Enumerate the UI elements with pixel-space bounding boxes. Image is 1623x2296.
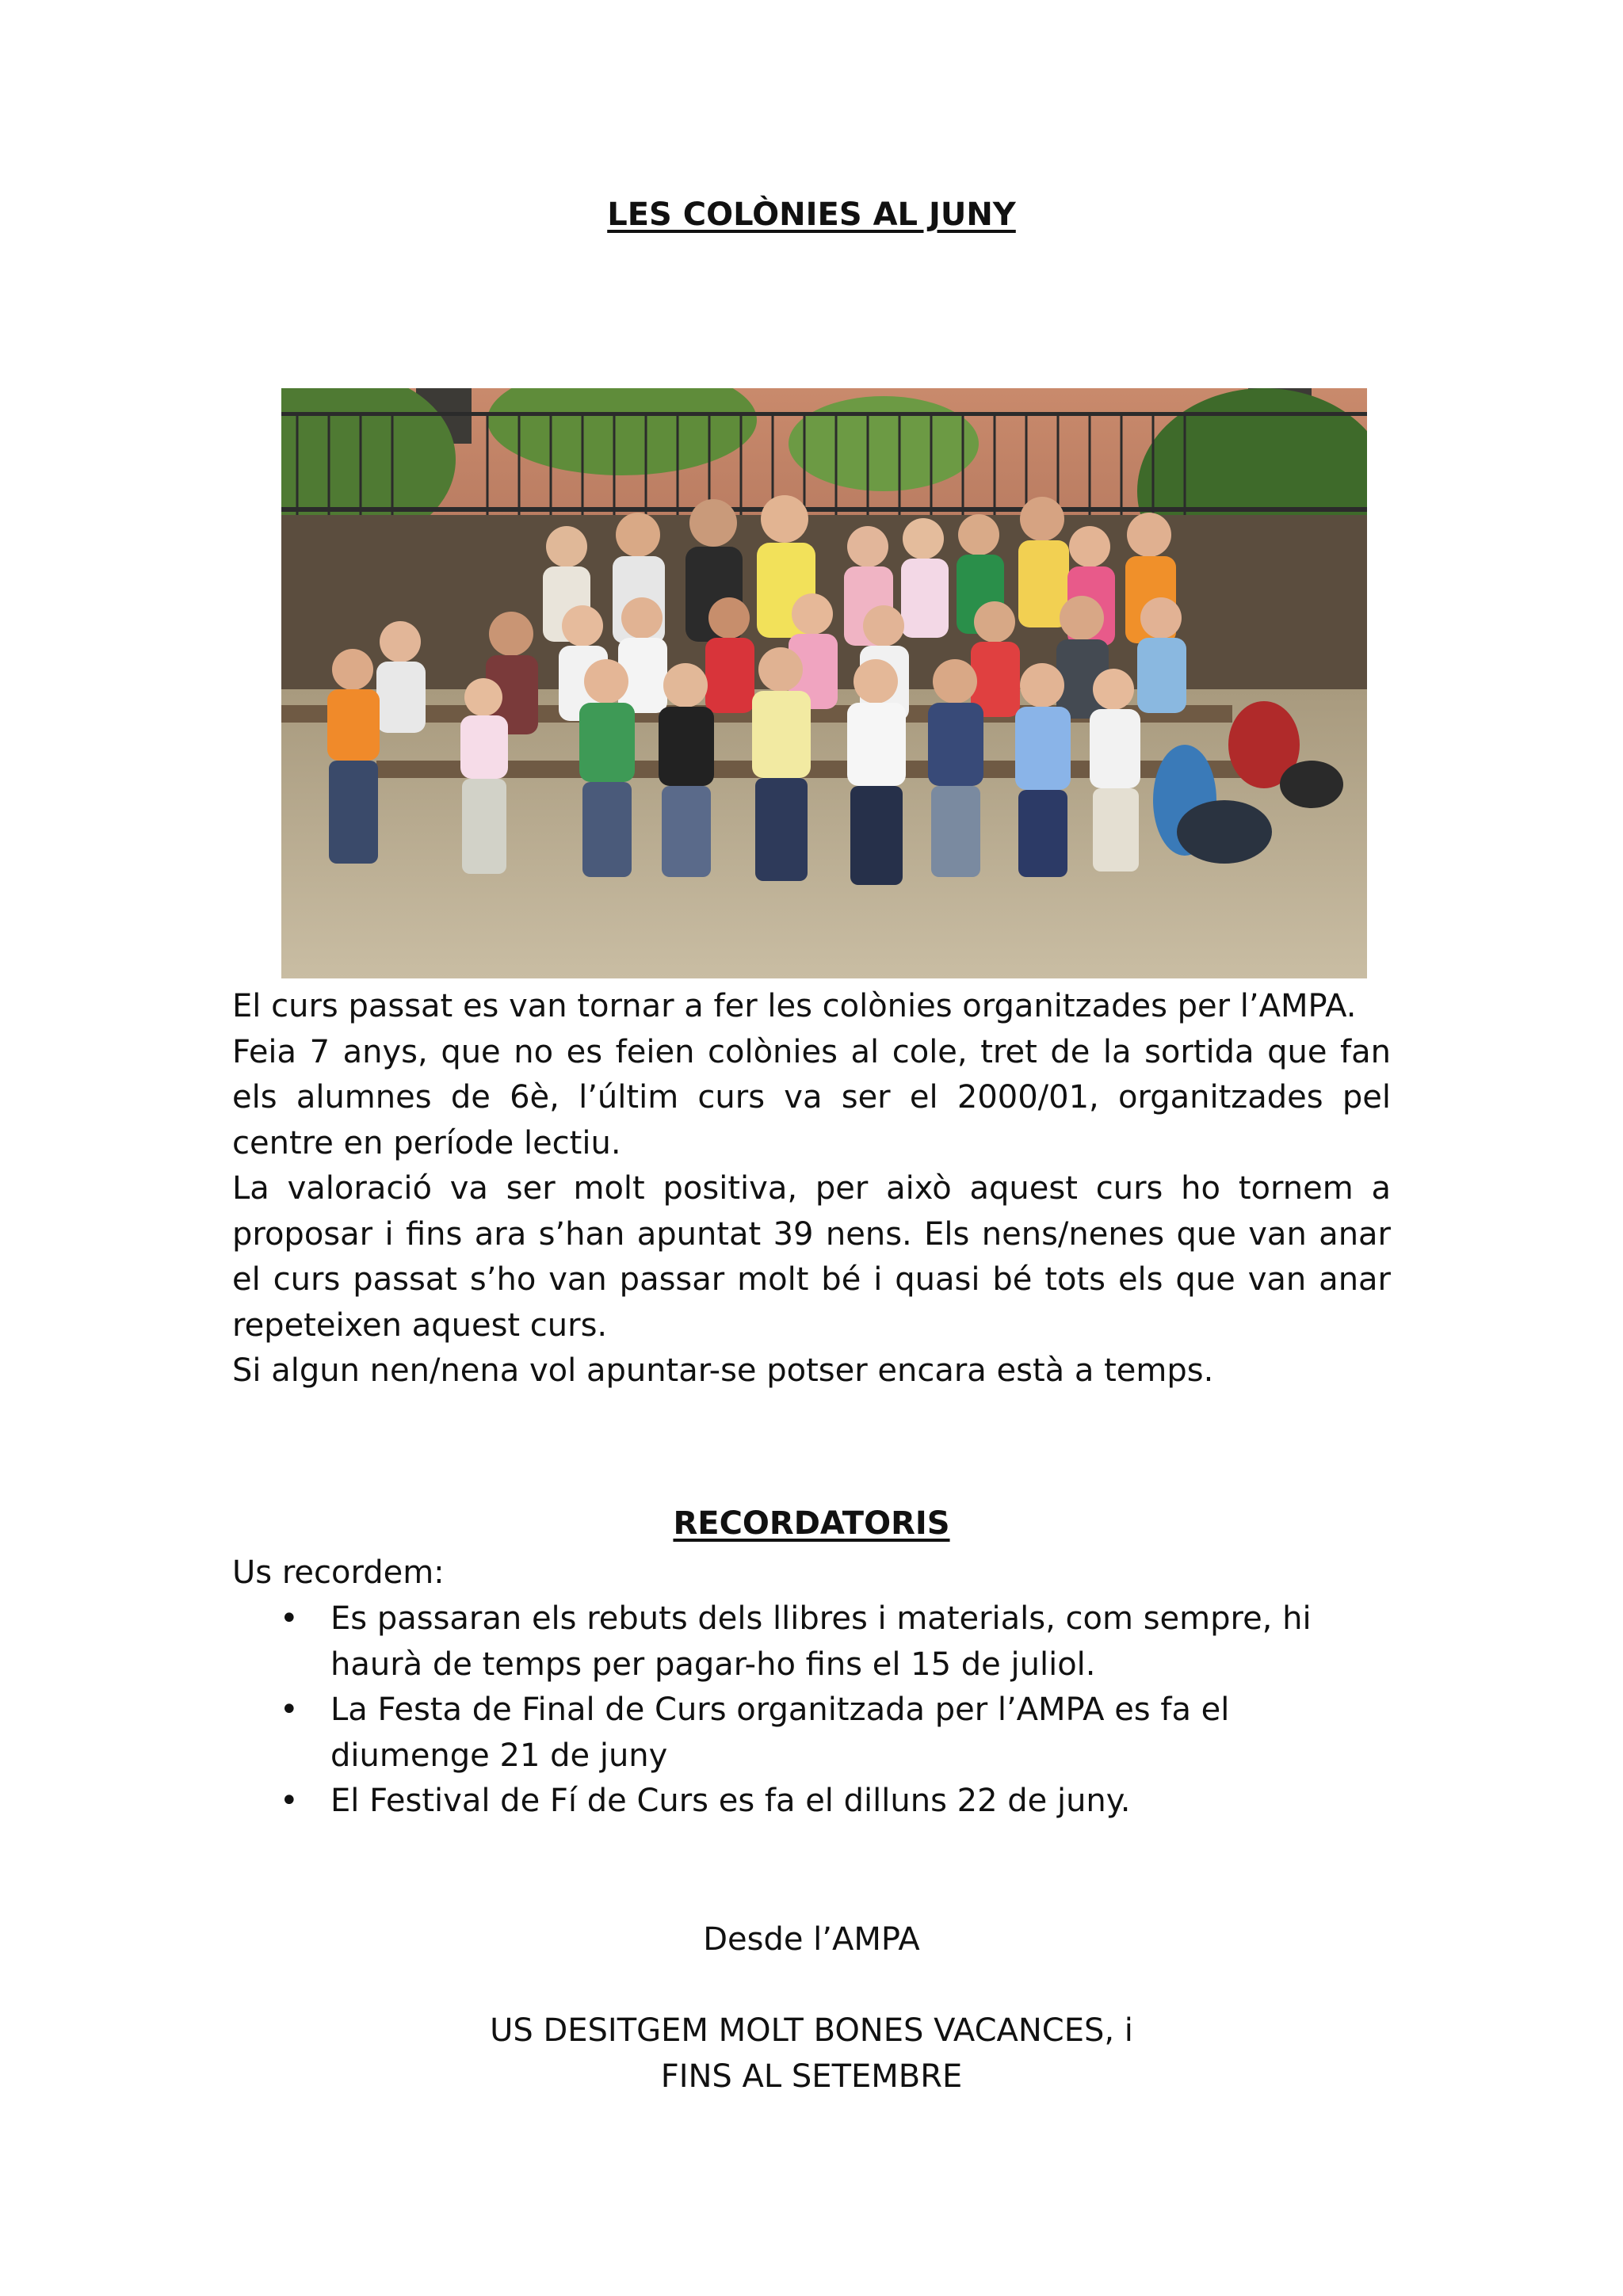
closing-wish-line: FINS AL SETEMBRE bbox=[660, 2058, 963, 2095]
group-photo-icon bbox=[281, 388, 1367, 978]
reminders-lead: Us recordem: bbox=[232, 1554, 445, 1591]
intro-paragraph: Si algun nen/nena vol apuntar-se potser encara està a temps. bbox=[232, 1352, 1214, 1389]
list-item-text: El Festival de Fí de Curs es fa el dilluns 22 de juny. bbox=[330, 1783, 1131, 1819]
page-title: LES COLÒNIES AL JUNY bbox=[607, 196, 1016, 233]
bullet-icon: • bbox=[280, 1600, 299, 1637]
intro-paragraph: El curs passat es van tornar a fer les colònies organitzades per l’AMPA. bbox=[232, 988, 1357, 1024]
list-item bbox=[232, 1779, 1391, 1825]
closing-wish-line: US DESITGEM MOLT BONES VACANCES, i bbox=[490, 2012, 1133, 2049]
intro-text bbox=[232, 984, 1391, 1394]
intro-paragraph: La valoració va ser molt positiva, per això aquest curs ho tornem a proposar i fins ara s’han apuntat 39 nens. Els nens/nenes que van anar el curs passat s’ho van passar molt bé i quasi bé tots els que van anar repeteixen aquest curs. bbox=[232, 1170, 1391, 1344]
reminders-list bbox=[232, 1596, 1391, 1825]
list-item-text: La Festa de Final de Curs organitzada per l’AMPA es fa el diumenge 21 de juny bbox=[330, 1691, 1230, 1774]
closing-signature: Desde l’AMPA bbox=[703, 1921, 920, 1958]
list-item bbox=[232, 1596, 1391, 1688]
list-item-text: Es passaran els rebuts dels llibres i materials, com sempre, hi haurà de temps per pagar-ho fins el 15 de juliol. bbox=[330, 1600, 1312, 1683]
list-item bbox=[232, 1688, 1391, 1779]
intro-paragraph: Feia 7 anys, que no es feien colònies al cole, tret de la sortida que fan els alumnes de 6è, l’últim curs va ser el 2000/01, organitzades pel centre en període lectiu. bbox=[232, 1033, 1391, 1161]
group-photo bbox=[281, 388, 1367, 978]
bullet-icon: • bbox=[280, 1783, 299, 1819]
closing-wish bbox=[0, 2008, 1623, 2100]
reminders-title: RECORDATORIS bbox=[673, 1505, 950, 1542]
bullet-icon: • bbox=[280, 1691, 299, 1728]
